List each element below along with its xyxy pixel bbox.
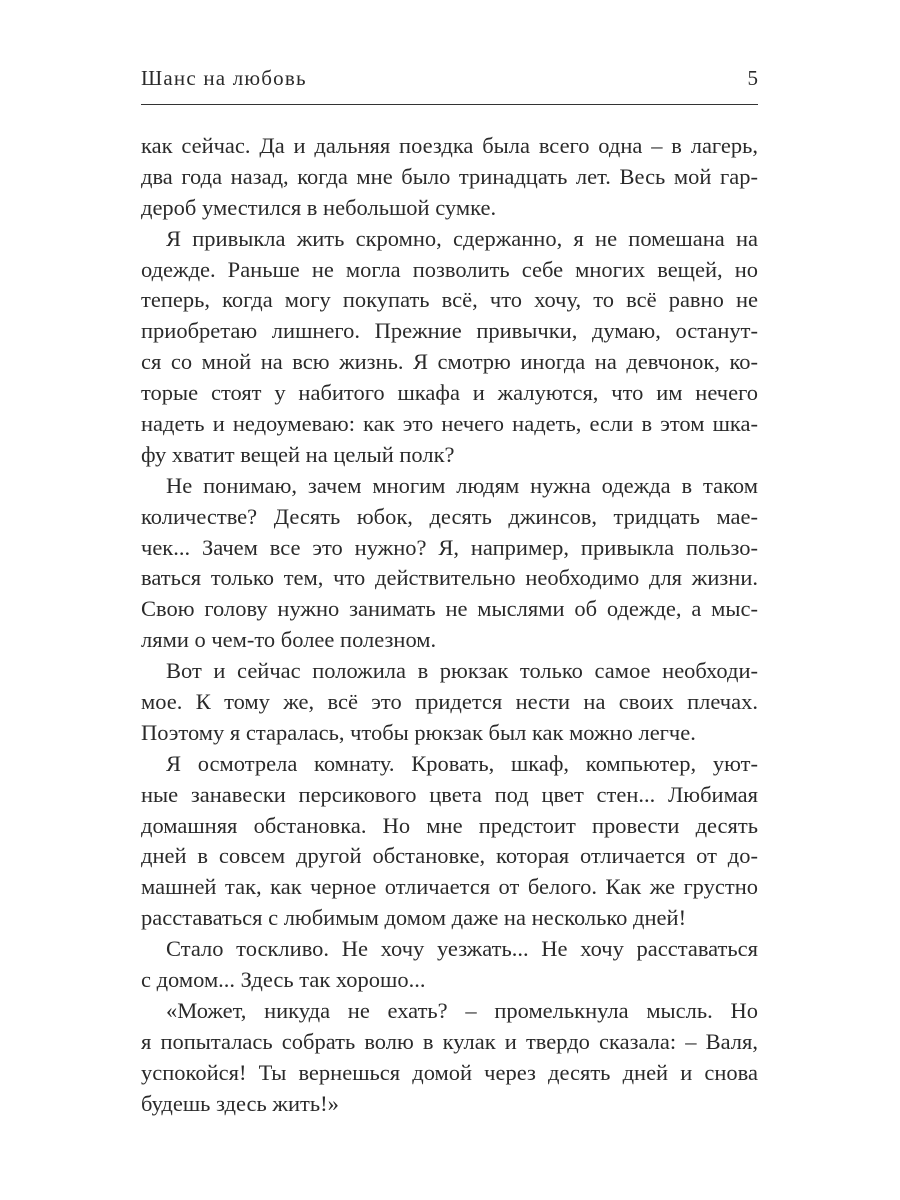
text-line: как сейчас. Да и дальняя поездка была всего одна – в лагерь, — [141, 133, 758, 158]
paragraph — [141, 749, 758, 934]
text-line: успокойся! Ты вернешься домой через десять дней и снова — [141, 1059, 758, 1085]
text-line: торые стоят у набитого шкафа и жалуются, что им нечего — [141, 380, 758, 406]
text-line: я попыталась собрать волю в кулак и твердо сказала: – Валя, — [141, 1028, 758, 1054]
text-line: Стало тоскливо. Не хочу уезжать... Не хочу расставаться — [166, 936, 758, 962]
text-line: количестве? Десять юбок, десять джинсов, тридцать мае- — [141, 503, 758, 529]
text-line: ваться только тем, что действительно необходимо для жизни. — [141, 565, 758, 591]
paragraph — [141, 224, 758, 471]
text-line: дероб уместился в небольшой сумке. — [141, 194, 497, 220]
text-line: приобретаю лишнего. Прежние привычки, думаю, останут- — [141, 318, 758, 344]
text-line: теперь, когда могу покупать всё, что хочу, то всё равно не — [141, 287, 758, 313]
text-line: мое. К тому же, всё это придется нести на своих плечах. — [141, 689, 758, 715]
text-line: Я привыкла жить скромно, сдержанно, я не помешана на — [166, 225, 758, 251]
header-rule — [141, 104, 758, 105]
text-line: надеть и недоумеваю: как это нечего надеть, если в этом шка- — [141, 411, 758, 437]
text-line: машней так, как черное отличается от белого. Как же грустно — [141, 874, 758, 900]
text-line: дней в совсем другой обстановке, которая отличается от до- — [141, 843, 758, 869]
text-line: домашняя обстановка. Но мне предстоит провести десять — [141, 812, 758, 838]
paragraph — [141, 996, 758, 1120]
text-line: Я осмотрела комнату. Кровать, шкаф, компьютер, уют- — [166, 750, 758, 776]
text-line: расставаться с любимым домом даже на несколько дней! — [141, 905, 687, 931]
text-line: одежде. Раньше не могла позволить себе многих вещей, но — [141, 256, 758, 282]
text-line: будешь здесь жить!» — [141, 1090, 339, 1116]
text-line: Поэтому я старалась, чтобы рюкзак был как можно легче. — [141, 719, 696, 745]
paragraph — [141, 656, 758, 749]
body-text — [141, 131, 758, 1120]
text-line: Вот и сейчас положила в рюкзак только самое необходи- — [166, 658, 758, 684]
text-line: чек... Зачем все это нужно? Я, например, привыкла пользо- — [141, 534, 758, 560]
running-header — [141, 66, 758, 94]
paragraph — [141, 471, 758, 656]
text-line: фу хватит вещей на целый полк? — [141, 441, 455, 467]
text-line: два года назад, когда мне было тринадцать лет. Весь мой гар- — [141, 163, 758, 189]
text-line: «Может, никуда не ехать? – промелькнула мысль. Но — [166, 997, 758, 1023]
text-line: ные занавески персикового цвета под цвет стен... Любимая — [141, 781, 758, 807]
text-line: с домом... Здесь так хорошо... — [141, 967, 426, 993]
paragraph — [141, 131, 758, 224]
text-line: лями о чем-то более полезном. — [141, 627, 437, 653]
text-line: Не понимаю, зачем многим людям нужна одежда в таком — [166, 472, 758, 498]
text-line: ся со мной на всю жизнь. Я смотрю иногда на девчонок, ко- — [141, 349, 758, 375]
running-title: Шанс на любовь — [141, 66, 307, 90]
page-number: 5 — [747, 66, 758, 90]
paragraph — [141, 934, 758, 996]
text-line: Свою голову нужно занимать не мыслями об одежде, а мыс- — [141, 596, 758, 622]
